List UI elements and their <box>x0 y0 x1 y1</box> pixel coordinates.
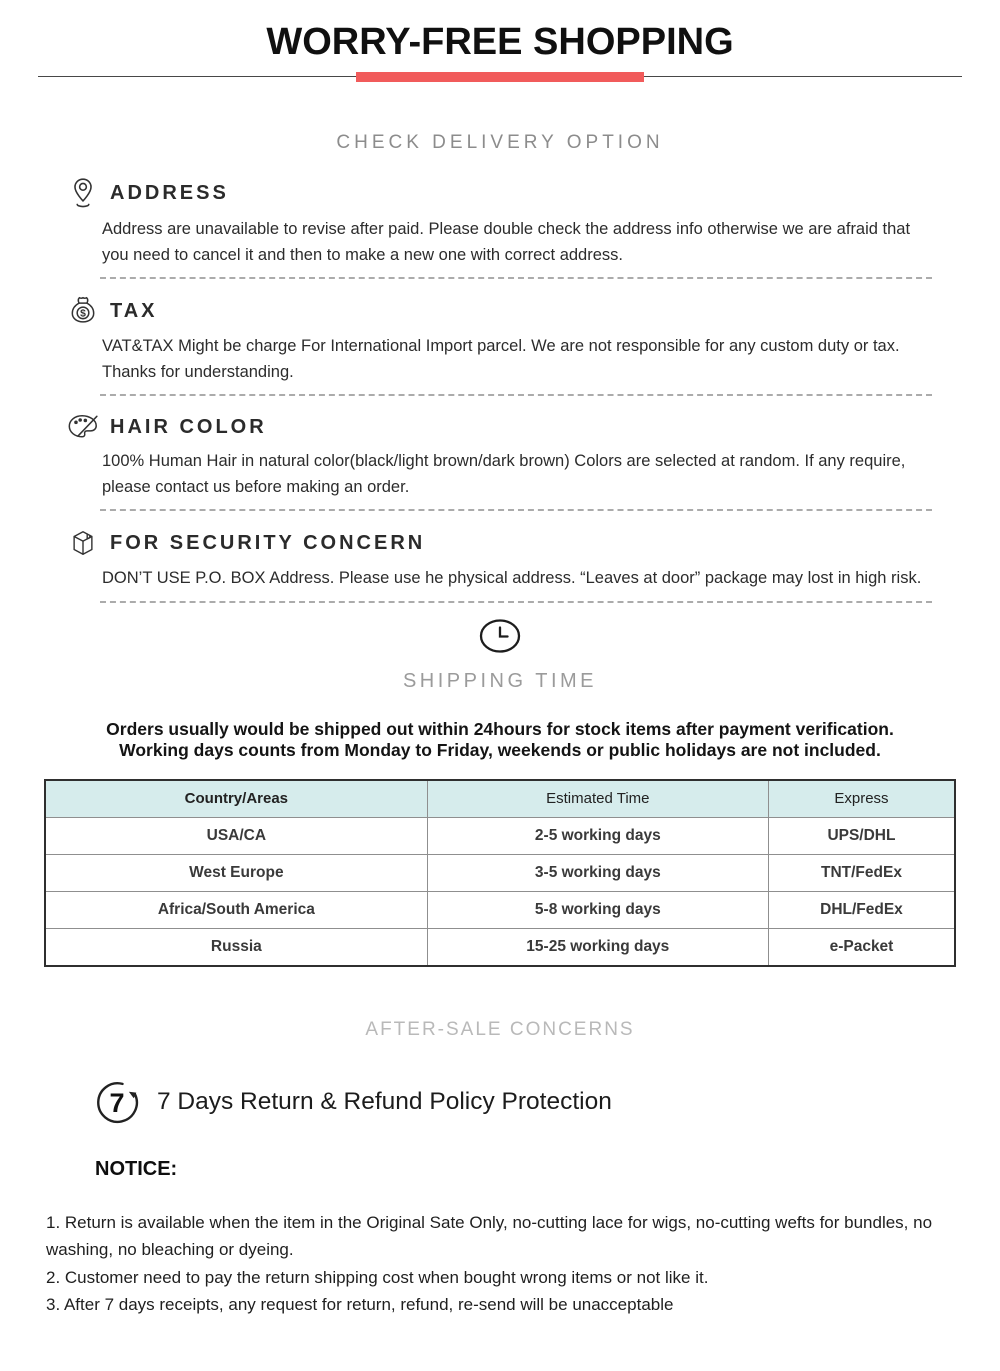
cell-country: USA/CA <box>45 817 427 854</box>
shipping-note <box>0 719 1000 761</box>
page-title: WORRY-FREE SHOPPING <box>266 21 734 63</box>
section-security <box>0 527 1000 603</box>
column-header-express: Express <box>768 780 955 818</box>
return-7-days-icon <box>94 1079 141 1126</box>
section-security-head <box>66 527 1000 559</box>
after-sale-heading: AFTER-SALE CONCERNS <box>365 1018 635 1040</box>
table-row <box>45 817 955 854</box>
shipping-note-line1: Orders usually would be shipped out within 24hours for stock items after payment verification. <box>106 718 894 739</box>
cell-estimated-time: 15-25 working days <box>427 928 768 966</box>
cell-express: DHL/FedEx <box>768 891 955 928</box>
dashed-divider <box>100 394 932 396</box>
cell-estimated-time: 2-5 working days <box>427 817 768 854</box>
cell-country: Russia <box>45 928 427 966</box>
section-address-head <box>66 176 1000 210</box>
section-tax-head <box>66 295 1000 327</box>
cell-estimated-time: 5-8 working days <box>427 891 768 928</box>
delivery-option-heading: CHECK DELIVERY OPTION <box>336 132 664 153</box>
section-hair-color-head <box>66 412 1000 442</box>
shipping-note-line2: Working days counts from Monday to Friday, weekends or public holidays are not included. <box>119 739 881 760</box>
section-tax-body: VAT&TAX Might be charge For International Import parcel. We are not responsible for any custom duty or tax. Thanks for understanding. <box>102 337 900 381</box>
section-hair-color-body: 100% Human Hair in natural color(black/light brown/dark brown) Colors are selected at random. If any require, please contact us before making an order. <box>102 452 906 496</box>
section-hair-color-title: HAIR COLOR <box>110 415 267 438</box>
notice-label: NOTICE: <box>95 1157 178 1180</box>
section-hair-color <box>0 412 1000 511</box>
cell-express: UPS/DHL <box>768 817 955 854</box>
svg-text:$: $ <box>80 308 86 320</box>
shipping-table <box>44 779 956 967</box>
section-security-body: DON’T USE P.O. BOX Address. Please use he physical address. “Leaves at door” package may lost in high risk. <box>102 569 922 587</box>
cell-express: TNT/FedEx <box>768 854 955 891</box>
clock-icon <box>477 617 523 655</box>
return-policy-row <box>94 1079 1000 1126</box>
money-bag-icon <box>66 295 100 327</box>
return-policy-title: 7 Days Return & Refund Policy Protection <box>157 1088 612 1115</box>
title-divider <box>38 72 962 82</box>
column-header-estimated-time: Estimated Time <box>427 780 768 818</box>
section-security-title: FOR SECURITY CONCERN <box>110 531 426 554</box>
cell-estimated-time: 3-5 working days <box>427 854 768 891</box>
return-7-days-number: 7 <box>109 1087 125 1118</box>
section-tax <box>0 295 1000 396</box>
table-row <box>45 854 955 891</box>
shipping-block <box>0 617 1000 967</box>
delivery-sections <box>0 176 1000 603</box>
location-pin-icon <box>66 176 100 210</box>
section-tax-title: TAX <box>110 299 158 322</box>
shipping-time-heading: SHIPPING TIME <box>402 669 598 692</box>
shipping-table-header-row <box>45 780 955 818</box>
notice-item-2: 2. Customer need to pay the return shipping cost when bought wrong items or not like it. <box>46 1267 709 1287</box>
notice-item-3: 3. After 7 days receipts, any request for return, refund, re-send will be unacceptable <box>46 1295 674 1314</box>
dashed-divider <box>100 509 932 511</box>
accent-underline <box>356 72 644 82</box>
table-row <box>45 928 955 966</box>
section-address-body: Address are unavailable to revise after paid. Please double check the address info otherwise we are afraid that you need to cancel it and then to make a new one with correct address. <box>102 220 911 264</box>
cell-express: e-Packet <box>768 928 955 966</box>
cell-country: Africa/South America <box>45 891 427 928</box>
cell-country: West Europe <box>45 854 427 891</box>
section-address-title: ADDRESS <box>110 181 229 204</box>
column-header-country: Country/Areas <box>45 780 427 818</box>
palette-icon <box>66 412 100 442</box>
notice-list <box>46 1209 972 1319</box>
table-row <box>45 891 955 928</box>
dashed-divider <box>100 601 932 603</box>
notice-item-1: 1. Return is available when the item in the Original Sate Only, no-cutting lace for wigs, no-cutting wefts for bundles, no washing, no bleaching or dyeing. <box>46 1212 933 1259</box>
section-address <box>0 176 1000 279</box>
package-box-icon <box>66 527 100 559</box>
dashed-divider <box>100 277 932 279</box>
